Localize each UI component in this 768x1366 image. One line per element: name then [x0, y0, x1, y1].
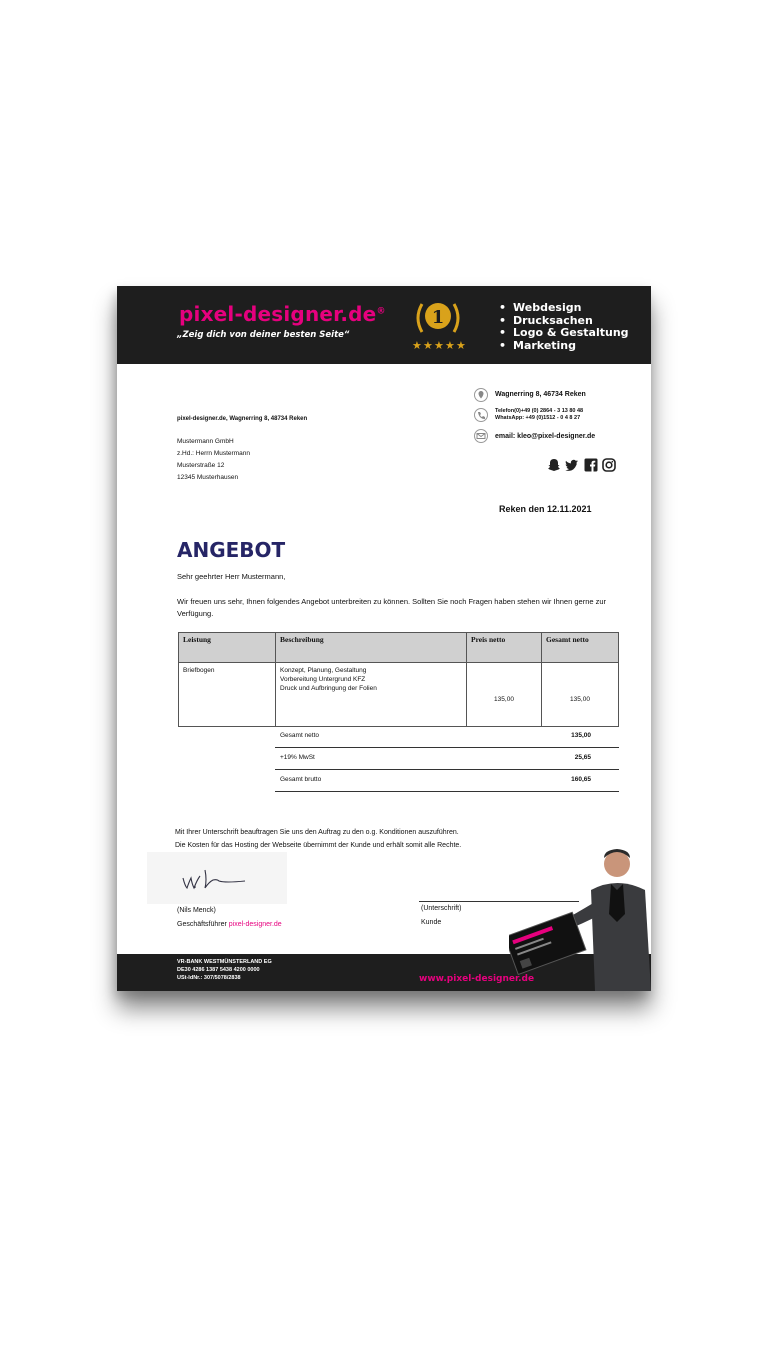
total-row: +19% MwSt 25,65 [275, 748, 619, 770]
recipient-address: Mustermann GmbH z.Hd.: Herrn Mustermann Musterstraße 12 12345 Musterhausen [177, 438, 250, 481]
table-row [179, 663, 619, 727]
sender-line: pixel-designer.de, Wagnerring 8, 48734 Reken [177, 416, 308, 422]
letterhead [117, 286, 651, 364]
facebook-icon[interactable] [584, 458, 598, 472]
signatory-role: Geschäftsführer pixel-designer.de [177, 921, 282, 928]
col-preis: Preis netto [467, 633, 542, 663]
cell-leistung: Briefbogen [179, 663, 276, 727]
contact-phone: Telefon(0)+49 (0) 2864 - 3 13 80 48 WhatsApp: +49 (0)1512 - 0 4 8 27 [495, 408, 584, 421]
offer-date: Reken den 12.11.2021 [499, 504, 592, 514]
phone-icon [473, 408, 489, 422]
contact-email: email: kleo@pixel-designer.de [495, 433, 596, 440]
cell-preis: 135,00 [467, 663, 542, 727]
total-row: Gesamt netto 135,00 [275, 726, 619, 748]
svg-text:★: ★ [412, 339, 422, 352]
footer-legal: VR-BANK WESTMÜNSTERLAND EG DE30 4286 1387 5438 4200 0000 USt-IdNr.: 307/5078/2838 [177, 959, 272, 981]
footer-website-link[interactable]: www.pixel-designer.de [419, 974, 535, 984]
slogan: „Zeig dich von deiner besten Seite“ [177, 330, 350, 340]
service-item: • Drucksachen [499, 313, 593, 327]
offer-table [178, 632, 619, 727]
rank-one-badge-icon [408, 296, 468, 356]
contact-address: Wagnerring 8, 46734 Reken [495, 391, 586, 398]
signatory [177, 904, 282, 932]
snapchat-icon[interactable] [547, 458, 561, 472]
instagram-icon[interactable] [602, 458, 616, 472]
col-beschreibung: Beschreibung [276, 633, 467, 663]
page-title: ANGEBOT [177, 538, 286, 562]
svg-text:★: ★ [434, 339, 444, 352]
service-item: • Webdesign [499, 301, 582, 314]
service-item: • Marketing [499, 338, 577, 352]
services-list [499, 302, 629, 352]
table-header-row [179, 633, 619, 663]
social-icons [547, 458, 616, 477]
customer-signature: (Unterschrift) Kunde [421, 905, 462, 926]
service-item: • Logo & Gestaltung [499, 326, 629, 339]
cell-gesamt: 135,00 [542, 663, 619, 727]
cell-beschreibung: Konzept, Planung, Gestaltung Vorbereitung Untergrund KFZ Druck und Aufbringung der Folien [276, 663, 467, 727]
svg-text:★: ★ [456, 339, 466, 352]
brand-name: pixel-designer.de® [179, 302, 386, 326]
handwritten-signature [147, 852, 287, 904]
location-pin-icon [473, 388, 489, 402]
total-row: Gesamt brutto 160,65 [275, 770, 619, 792]
mail-icon [473, 429, 489, 443]
offer-document [117, 286, 651, 991]
signatory-name: (Nils Menck) [177, 907, 216, 914]
totals-block [275, 726, 619, 792]
col-gesamt: Gesamt netto [542, 633, 619, 663]
intro-text: Wir freuen uns sehr, Ihnen folgendes Angebot unterbreiten zu können. Sollten Sie noch Fragen haben stehen wir Ihnen gerne zur Verfügung. [177, 597, 607, 618]
greeting: Sehr geehrter Herr Mustermann, [177, 572, 286, 581]
person-holding-card-image [509, 842, 651, 991]
svg-text:★: ★ [423, 339, 433, 352]
col-leistung: Leistung [179, 633, 276, 663]
authorization-text: Mit Ihrer Unterschrift beauftragen Sie uns den Auftrag zu den o.g. Konditionen auszuführen. Die Kosten für das Hosting der Webseite übernimmt der Kunde und erhält somit alle Rechte. [175, 829, 462, 849]
twitter-icon[interactable] [565, 458, 579, 472]
badge-number: 1 [431, 307, 445, 328]
svg-text:★: ★ [445, 339, 455, 352]
